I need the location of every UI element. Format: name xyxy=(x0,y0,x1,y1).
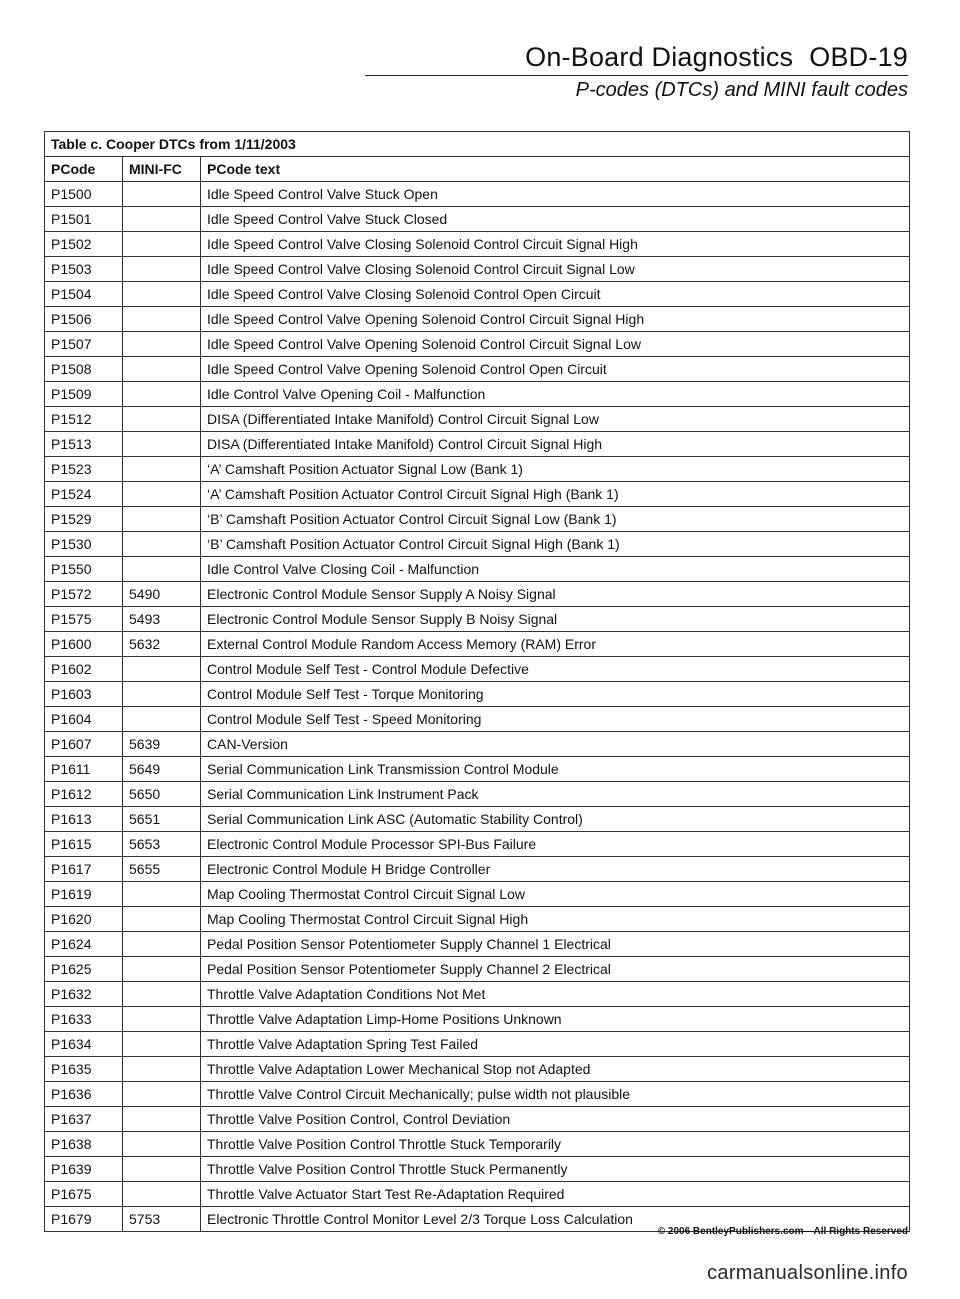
table-row xyxy=(45,732,910,757)
table-row xyxy=(45,1182,910,1207)
table-row xyxy=(45,332,910,357)
table-row xyxy=(45,707,910,732)
cell-pcode: P1529 xyxy=(45,507,123,532)
cell-pcode-text: Throttle Valve Adaptation Lower Mechanical Stop not Adapted xyxy=(201,1057,910,1082)
cell-mini-fc xyxy=(123,657,201,682)
cell-pcode-text: Idle Control Valve Opening Coil - Malfunction xyxy=(201,382,910,407)
cell-mini-fc: 5493 xyxy=(123,607,201,632)
cell-mini-fc xyxy=(123,207,201,232)
table-row xyxy=(45,407,910,432)
table-header-row xyxy=(45,157,910,182)
table-row xyxy=(45,932,910,957)
cell-pcode-text: DISA (Differentiated Intake Manifold) Control Circuit Signal High xyxy=(201,432,910,457)
page-subtitle: P-codes (DTCs) and MINI fault codes xyxy=(575,79,908,101)
cell-pcode-text: Control Module Self Test - Torque Monitoring xyxy=(201,682,910,707)
cell-pcode-text: Throttle Valve Adaptation Conditions Not Met xyxy=(201,982,910,1007)
cell-pcode-text: Throttle Valve Control Circuit Mechanically; pulse width not plausible xyxy=(201,1082,910,1107)
cell-mini-fc xyxy=(123,1032,201,1057)
cell-pcode: P1506 xyxy=(45,307,123,332)
table-row xyxy=(45,1107,910,1132)
cell-pcode-text: Idle Speed Control Valve Opening Solenoid Control Open Circuit xyxy=(201,357,910,382)
cell-pcode: P1513 xyxy=(45,432,123,457)
table-row xyxy=(45,307,910,332)
cell-mini-fc: 5639 xyxy=(123,732,201,757)
column-header-pcode: PCode xyxy=(45,157,123,182)
table-row xyxy=(45,682,910,707)
cell-pcode: P1523 xyxy=(45,457,123,482)
cell-pcode: P1500 xyxy=(45,182,123,207)
table-row xyxy=(45,557,910,582)
cell-pcode: P1615 xyxy=(45,832,123,857)
cell-pcode: P1502 xyxy=(45,232,123,257)
cell-pcode: P1636 xyxy=(45,1082,123,1107)
cell-pcode-text: CAN-Version xyxy=(201,732,910,757)
cell-pcode-text: Control Module Self Test - Speed Monitoring xyxy=(201,707,910,732)
cell-pcode: P1512 xyxy=(45,407,123,432)
cell-pcode: P1572 xyxy=(45,582,123,607)
cell-mini-fc xyxy=(123,907,201,932)
cell-pcode: P1611 xyxy=(45,757,123,782)
cell-mini-fc xyxy=(123,682,201,707)
cell-mini-fc xyxy=(123,382,201,407)
cell-pcode: P1620 xyxy=(45,907,123,932)
table-row xyxy=(45,957,910,982)
cell-pcode: P1604 xyxy=(45,707,123,732)
cell-mini-fc xyxy=(123,1182,201,1207)
cell-mini-fc xyxy=(123,232,201,257)
cell-pcode-text: Electronic Control Module H Bridge Controller xyxy=(201,857,910,882)
cell-pcode: P1575 xyxy=(45,607,123,632)
table-caption: Table c. Cooper DTCs from 1/11/2003 xyxy=(45,132,910,157)
cell-mini-fc xyxy=(123,932,201,957)
watermark: carmanualsonline.info xyxy=(707,1262,908,1284)
cell-mini-fc xyxy=(123,707,201,732)
cell-mini-fc xyxy=(123,257,201,282)
cell-pcode-text: Idle Control Valve Closing Coil - Malfunction xyxy=(201,557,910,582)
table-row xyxy=(45,632,910,657)
table-row xyxy=(45,532,910,557)
table-row xyxy=(45,757,910,782)
cell-pcode: P1637 xyxy=(45,1107,123,1132)
table-caption-row xyxy=(45,132,910,157)
cell-pcode-text: Throttle Valve Actuator Start Test Re-Adaptation Required xyxy=(201,1182,910,1207)
cell-pcode: P1600 xyxy=(45,632,123,657)
cell-pcode-text: Electronic Throttle Control Monitor Level 2/3 Torque Loss Calculation xyxy=(201,1207,910,1232)
table-row xyxy=(45,857,910,882)
table-row xyxy=(45,832,910,857)
table-row xyxy=(45,1057,910,1082)
cell-mini-fc xyxy=(123,332,201,357)
cell-pcode: P1504 xyxy=(45,282,123,307)
table-row xyxy=(45,1032,910,1057)
cell-mini-fc xyxy=(123,482,201,507)
cell-pcode: P1507 xyxy=(45,332,123,357)
cell-pcode-text: Serial Communication Link ASC (Automatic Stability Control) xyxy=(201,807,910,832)
table-row xyxy=(45,257,910,282)
cell-pcode-text: Throttle Valve Position Control, Control Deviation xyxy=(201,1107,910,1132)
cell-pcode-text: Serial Communication Link Transmission Control Module xyxy=(201,757,910,782)
table-row xyxy=(45,607,910,632)
table-row xyxy=(45,207,910,232)
cell-mini-fc: 5655 xyxy=(123,857,201,882)
cell-pcode: P1638 xyxy=(45,1132,123,1157)
cell-mini-fc: 5753 xyxy=(123,1207,201,1232)
cell-pcode-text: Pedal Position Sensor Potentiometer Supply Channel 1 Electrical xyxy=(201,932,910,957)
cell-pcode-text: Idle Speed Control Valve Stuck Open xyxy=(201,182,910,207)
cell-pcode-text: ‘A’ Camshaft Position Actuator Control Circuit Signal High (Bank 1) xyxy=(201,482,910,507)
cell-mini-fc xyxy=(123,1107,201,1132)
cell-mini-fc xyxy=(123,182,201,207)
table-row xyxy=(45,482,910,507)
cell-pcode-text: Pedal Position Sensor Potentiometer Supply Channel 2 Electrical xyxy=(201,957,910,982)
cell-pcode-text: Idle Speed Control Valve Closing Solenoid Control Open Circuit xyxy=(201,282,910,307)
cell-mini-fc: 5650 xyxy=(123,782,201,807)
cell-mini-fc: 5490 xyxy=(123,582,201,607)
table-row xyxy=(45,907,910,932)
cell-pcode-text: Electronic Control Module Processor SPI-Bus Failure xyxy=(201,832,910,857)
cell-mini-fc xyxy=(123,407,201,432)
cell-mini-fc xyxy=(123,1082,201,1107)
cell-pcode-text: Idle Speed Control Valve Closing Solenoid Control Circuit Signal Low xyxy=(201,257,910,282)
cell-pcode: P1612 xyxy=(45,782,123,807)
table-body xyxy=(45,182,910,1232)
cell-pcode: P1503 xyxy=(45,257,123,282)
cell-pcode-text: Map Cooling Thermostat Control Circuit Signal High xyxy=(201,907,910,932)
cell-mini-fc: 5651 xyxy=(123,807,201,832)
cell-mini-fc xyxy=(123,982,201,1007)
cell-pcode-text: Throttle Valve Adaptation Spring Test Failed xyxy=(201,1032,910,1057)
table-row xyxy=(45,282,910,307)
table-row xyxy=(45,232,910,257)
cell-mini-fc xyxy=(123,1007,201,1032)
cell-pcode: P1508 xyxy=(45,357,123,382)
cell-pcode: P1613 xyxy=(45,807,123,832)
column-header-mini-fc: MINI-FC xyxy=(123,157,201,182)
dtc-table-container xyxy=(44,131,910,1232)
cell-pcode: P1679 xyxy=(45,1207,123,1232)
cell-pcode: P1635 xyxy=(45,1057,123,1082)
table-row xyxy=(45,1157,910,1182)
cell-pcode: P1550 xyxy=(45,557,123,582)
cell-pcode-text: Electronic Control Module Sensor Supply B Noisy Signal xyxy=(201,607,910,632)
table-row xyxy=(45,882,910,907)
table-row xyxy=(45,782,910,807)
cell-pcode-text: Idle Speed Control Valve Closing Solenoid Control Circuit Signal High xyxy=(201,232,910,257)
cell-mini-fc xyxy=(123,507,201,532)
cell-pcode: P1632 xyxy=(45,982,123,1007)
cell-pcode-text: Throttle Valve Position Control Throttle Stuck Permanently xyxy=(201,1157,910,1182)
table-row xyxy=(45,807,910,832)
cell-pcode: P1625 xyxy=(45,957,123,982)
cell-pcode: P1624 xyxy=(45,932,123,957)
header-rule xyxy=(365,75,908,76)
cell-pcode-text: Electronic Control Module Sensor Supply A Noisy Signal xyxy=(201,582,910,607)
page-header-title xyxy=(525,42,908,73)
cell-pcode: P1501 xyxy=(45,207,123,232)
cell-pcode: P1607 xyxy=(45,732,123,757)
table-row xyxy=(45,357,910,382)
cell-mini-fc xyxy=(123,432,201,457)
cell-mini-fc xyxy=(123,457,201,482)
table-row xyxy=(45,382,910,407)
cell-pcode-text: ‘A’ Camshaft Position Actuator Signal Low (Bank 1) xyxy=(201,457,910,482)
copyright-notice: © 2006 BentleyPublishers.com—All Rights Reserved xyxy=(657,1226,908,1237)
cell-pcode-text: Idle Speed Control Valve Stuck Closed xyxy=(201,207,910,232)
cell-pcode: P1603 xyxy=(45,682,123,707)
chapter-title: On-Board Diagnostics xyxy=(525,42,794,72)
cell-pcode: P1619 xyxy=(45,882,123,907)
cell-pcode: P1633 xyxy=(45,1007,123,1032)
cell-mini-fc: 5649 xyxy=(123,757,201,782)
cell-pcode: P1524 xyxy=(45,482,123,507)
dtc-table xyxy=(44,131,910,1232)
cell-mini-fc xyxy=(123,532,201,557)
table-row xyxy=(45,182,910,207)
table-row xyxy=(45,982,910,1007)
column-header-pcode-text: PCode text xyxy=(201,157,910,182)
cell-pcode-text: External Control Module Random Access Memory (RAM) Error xyxy=(201,632,910,657)
table-row xyxy=(45,582,910,607)
cell-pcode-text: Idle Speed Control Valve Opening Solenoid Control Circuit Signal High xyxy=(201,307,910,332)
cell-mini-fc xyxy=(123,357,201,382)
cell-mini-fc xyxy=(123,1157,201,1182)
cell-pcode: P1509 xyxy=(45,382,123,407)
table-row xyxy=(45,432,910,457)
cell-mini-fc xyxy=(123,307,201,332)
cell-pcode-text: Map Cooling Thermostat Control Circuit Signal Low xyxy=(201,882,910,907)
table-row xyxy=(45,1007,910,1032)
cell-pcode: P1675 xyxy=(45,1182,123,1207)
cell-mini-fc xyxy=(123,1132,201,1157)
cell-mini-fc xyxy=(123,1057,201,1082)
cell-pcode: P1617 xyxy=(45,857,123,882)
table-row xyxy=(45,657,910,682)
table-row xyxy=(45,1082,910,1107)
cell-pcode-text: Control Module Self Test - Control Module Defective xyxy=(201,657,910,682)
cell-pcode-text: Throttle Valve Position Control Throttle Stuck Temporarily xyxy=(201,1132,910,1157)
cell-pcode-text: Throttle Valve Adaptation Limp-Home Positions Unknown xyxy=(201,1007,910,1032)
cell-pcode-text: DISA (Differentiated Intake Manifold) Control Circuit Signal Low xyxy=(201,407,910,432)
cell-pcode-text: ‘B’ Camshaft Position Actuator Control Circuit Signal High (Bank 1) xyxy=(201,532,910,557)
cell-pcode-text: Serial Communication Link Instrument Pack xyxy=(201,782,910,807)
cell-pcode: P1602 xyxy=(45,657,123,682)
cell-mini-fc: 5632 xyxy=(123,632,201,657)
cell-pcode: P1634 xyxy=(45,1032,123,1057)
table-row xyxy=(45,1132,910,1157)
cell-pcode-text: Idle Speed Control Valve Opening Solenoid Control Circuit Signal Low xyxy=(201,332,910,357)
cell-pcode: P1530 xyxy=(45,532,123,557)
cell-pcode-text: ‘B’ Camshaft Position Actuator Control Circuit Signal Low (Bank 1) xyxy=(201,507,910,532)
table-row xyxy=(45,507,910,532)
table-row xyxy=(45,457,910,482)
cell-mini-fc xyxy=(123,882,201,907)
cell-mini-fc xyxy=(123,957,201,982)
cell-pcode: P1639 xyxy=(45,1157,123,1182)
cell-mini-fc xyxy=(123,557,201,582)
cell-mini-fc xyxy=(123,282,201,307)
section-number: OBD-19 xyxy=(809,42,908,72)
cell-mini-fc: 5653 xyxy=(123,832,201,857)
